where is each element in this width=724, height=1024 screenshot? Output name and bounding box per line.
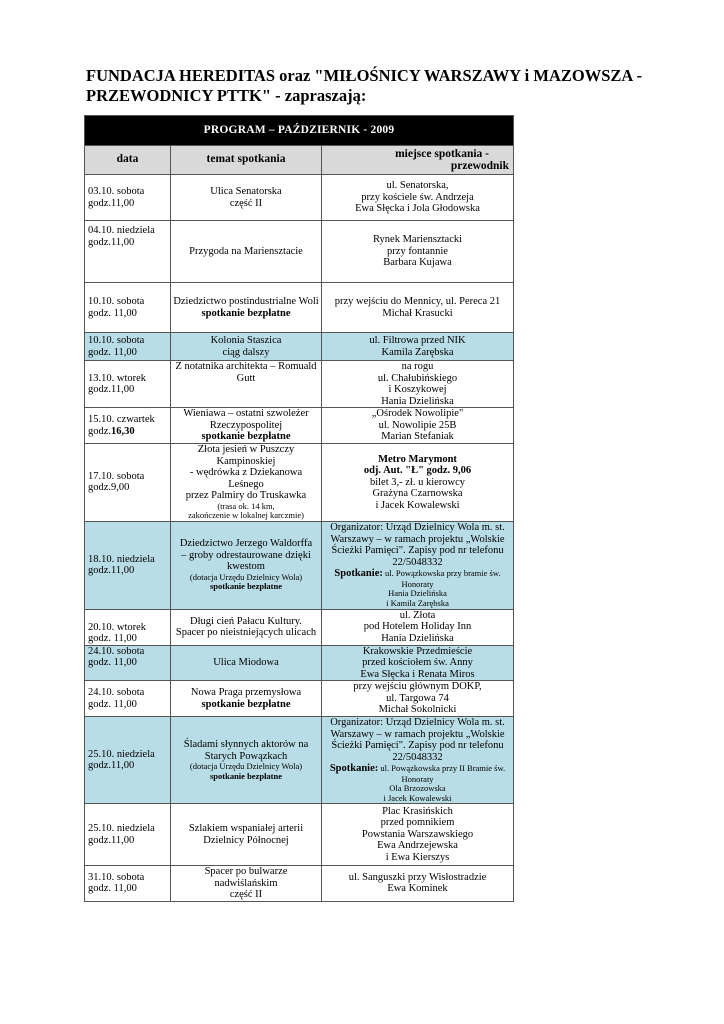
date-cell — [85, 521, 171, 609]
place-line: Ewa Kominek — [387, 883, 448, 895]
topic-cell — [171, 283, 322, 333]
date-time: godz.11,00 — [88, 197, 135, 209]
place-line: przy kościele św. Andrzeja — [361, 191, 474, 203]
topic-line: Spacer po bulwarze — [204, 866, 288, 877]
place-cell — [322, 866, 514, 902]
topic-cell — [171, 521, 322, 609]
date-cell — [85, 175, 171, 221]
topic-line: Gutt — [236, 372, 256, 384]
topic-line: kwestom — [227, 561, 265, 573]
place-cell — [322, 645, 514, 681]
date-cell — [85, 408, 171, 444]
place-line: ul. Senatorska, — [386, 180, 449, 192]
date-day: 20.10. wtorek — [88, 621, 147, 633]
place-note: Hania Dzielińska — [388, 588, 447, 598]
place-line: Ewa Słęcka i Renata Miros — [360, 668, 475, 680]
free-event-label: spotkanie bezpłatne — [209, 581, 283, 592]
place-line: Barbara Kujawa — [383, 257, 452, 269]
date-day: 03.10. sobota — [88, 186, 145, 197]
place-note: i Jacek Kowalewski — [383, 792, 452, 803]
date-cell — [85, 645, 171, 681]
date-time: godz. 11,00 — [88, 698, 137, 710]
meeting-label: Spotkanie: — [334, 568, 383, 579]
date-cell — [85, 444, 171, 522]
place-line: Michał Krasucki — [382, 307, 453, 319]
place-cell — [322, 361, 514, 408]
topic-note: zakończenie w lokalnej karczmie) — [188, 510, 304, 520]
meeting-point — [324, 763, 511, 775]
place-line: na rogu — [401, 361, 434, 372]
date-cell — [85, 221, 171, 283]
column-header-place-line-1: miejsce spotkania - — [395, 148, 490, 160]
place-line: ul. Sanguszki przy Wisłostradzie — [348, 871, 487, 883]
table-row — [85, 361, 514, 408]
place-cell — [322, 444, 514, 522]
topic-line: Rzeczypospolitej — [209, 419, 283, 431]
table-row — [85, 681, 514, 717]
place-line: ul. Nowolipie 25B — [378, 419, 457, 431]
topic-note: (dotacja Urzędu Dzielnicy Wola) — [189, 571, 303, 582]
place-line: i Koszykowej — [388, 384, 447, 395]
topic-line: Spacer po nieistniejących ulicach — [175, 627, 317, 638]
meeting-text: ul. Powązkowska przy bramie św. — [382, 568, 501, 578]
place-cell — [322, 521, 514, 609]
place-line: bilet 3,- zł. u kierowcy — [369, 476, 466, 488]
place-line: przy fontannie — [387, 245, 448, 257]
date-day: 10.10. sobota — [88, 296, 145, 307]
topic-cell — [171, 609, 322, 645]
place-line: Marian Stefaniak — [381, 431, 454, 443]
place-note: i Kamila Zarębska — [386, 597, 449, 608]
place-cell — [322, 221, 514, 283]
free-event-label: spotkanie bezpłatne — [209, 770, 283, 781]
date-day: 04.10. niedziela — [88, 225, 155, 236]
free-event-label: spotkanie bezpłatne — [201, 307, 291, 319]
topic-line: Nowa Praga przemysłowa — [190, 687, 302, 698]
meeting-label: Spotkanie: — [329, 763, 379, 774]
table-row — [85, 866, 514, 902]
free-event-label: spotkanie bezpłatne — [201, 431, 291, 443]
place-line: Grażyna Czarnowska — [372, 488, 463, 499]
program-title: PROGRAM – PAŹDZIERNIK - 2009 — [85, 116, 514, 146]
topic-line: Dzielnicy Północnej — [203, 834, 289, 846]
place-line: i Ewa Kierszys — [385, 851, 450, 863]
place-line: Ścieżki Pamięci". Zapisy pod nr telefonu — [331, 545, 504, 556]
place-line: Hania Dzielińska — [381, 632, 454, 644]
place-cell — [322, 408, 514, 444]
topic-note: (trasa ok. 14 km, — [217, 500, 275, 511]
date-time: godz.11,00 — [88, 236, 135, 248]
column-header-date: data — [85, 146, 171, 175]
place-line: Organizator: Urząd Dzielnicy Wola m. st. — [330, 522, 505, 533]
place-cell — [322, 175, 514, 221]
date-time-bold: 16,30 — [111, 425, 135, 437]
program-table — [84, 115, 514, 902]
date-day: 10.10. sobota — [88, 335, 145, 346]
topic-cell — [171, 804, 322, 866]
date-time: godz.9,00 — [88, 482, 130, 494]
place-cell — [322, 283, 514, 333]
topic-line: Kampinoskiej — [216, 455, 276, 467]
place-line: przy wejściu do Mennicy, ul. Pereca 21 — [334, 296, 501, 307]
place-line: i Jacek Kowalewski — [375, 499, 460, 511]
date-time-prefix: godz. — [88, 425, 112, 437]
topic-cell — [171, 645, 322, 681]
place-line: Hania Dzielińska — [381, 395, 454, 407]
page-heading — [86, 66, 646, 106]
place-line: Krakowskie Przedmieście — [362, 645, 473, 657]
place-line-bold: Metro Marymont — [378, 453, 457, 465]
topic-line: Dziedzictwo postindustrialne Woli — [173, 296, 319, 307]
topic-line: Starych Powązkach — [204, 750, 288, 762]
date-time: godz.11,00 — [88, 834, 135, 846]
date-cell — [85, 866, 171, 902]
date-day: 24.10. sobota — [88, 687, 145, 698]
table-row — [85, 333, 514, 361]
meeting-text: ul. Powązkowska przy II Bramie św. — [378, 763, 506, 773]
place-note: Ola Brzozowska — [389, 783, 446, 793]
place-note: Honoraty — [401, 578, 434, 589]
topic-note: (dotacja Urzędu Dzielnicy Wola) — [189, 761, 303, 771]
place-line: Ewa Słęcka i Jola Głodowska — [355, 203, 480, 215]
meeting-point — [324, 568, 511, 580]
table-row — [85, 408, 514, 444]
place-line: przy wejściu głównym DOKP, — [353, 681, 482, 693]
date-day: 17.10. sobota — [88, 470, 145, 482]
topic-cell — [171, 175, 322, 221]
place-cell — [322, 804, 514, 866]
place-line-bold: odj. Aut. "Ł" godz. 9,06 — [363, 465, 472, 476]
date-cell — [85, 681, 171, 717]
date-time: godz. 11,00 — [88, 346, 137, 358]
topic-line: Przygoda na Mariensztacie — [189, 245, 303, 257]
place-note: Honoraty — [401, 773, 434, 784]
table-row — [85, 283, 514, 333]
place-line: „Ośrodek Nowolipie" — [371, 408, 464, 420]
date-day: 31.10. sobota — [88, 871, 145, 883]
date-cell — [85, 717, 171, 804]
topic-line: Złota jesień w Puszczy — [197, 444, 295, 455]
topic-cell — [171, 408, 322, 444]
place-line: Warszawy – w ramach projektu „Wolskie — [330, 533, 505, 545]
place-line: 22/5048332 — [392, 751, 443, 763]
date-day: 13.10. wtorek — [88, 372, 147, 384]
topic-line: Śladami słynnych aktorów na — [183, 739, 309, 750]
topic-cell — [171, 717, 322, 804]
topic-cell — [171, 866, 322, 902]
date-cell — [85, 283, 171, 333]
table-row — [85, 804, 514, 866]
date-time: godz. 11,00 — [88, 633, 137, 644]
date-day: 25.10. niedziela — [88, 823, 155, 834]
topic-line: część II — [229, 889, 263, 900]
topic-line: część II — [229, 197, 263, 209]
place-cell — [322, 333, 514, 361]
column-header-topic: temat spotkania — [171, 146, 322, 175]
date-day: 25.10. niedziela — [88, 748, 155, 760]
column-header-place — [322, 146, 514, 175]
place-line: Ewa Andrzejewska — [377, 840, 458, 852]
date-time: godz.11,00 — [88, 760, 135, 771]
table-row — [85, 609, 514, 645]
topic-line: Szlakiem wspaniałej arterii — [188, 823, 304, 834]
place-cell — [322, 609, 514, 645]
table-row — [85, 645, 514, 681]
place-cell — [322, 681, 514, 717]
date-cell — [85, 804, 171, 866]
place-line: pod Hotelem Holiday Inn — [363, 621, 472, 633]
free-event-label: spotkanie bezpłatne — [201, 698, 291, 710]
date-time: godz.11,00 — [88, 384, 135, 395]
table-row — [85, 717, 514, 804]
place-line: Michał Sokolnicki — [378, 704, 457, 716]
table-row — [85, 221, 514, 283]
place-line: ul. Filtrowa przed NIK — [369, 335, 466, 346]
place-line: Rynek Mariensztacki — [372, 234, 463, 246]
topic-line: Z notatnika architekta – Romuald — [175, 361, 317, 372]
table-row — [85, 175, 514, 221]
place-line: Ścieżki Pamięci". Zapisy pod nr telefonu — [331, 740, 504, 751]
topic-line: nadwiślańskim — [214, 877, 278, 889]
topic-line: Kolonia Staszica — [210, 335, 282, 346]
topic-line: Dziedzictwo Jerzego Waldorffa — [179, 538, 313, 550]
place-line: ul. Złota — [399, 609, 436, 621]
place-line: przed kościołem św. Anny — [362, 657, 473, 668]
date-day: 15.10. czwartek — [88, 414, 155, 425]
topic-cell — [171, 333, 322, 361]
date-day: 24.10. sobota — [88, 645, 145, 657]
date-cell — [85, 609, 171, 645]
date-cell — [85, 361, 171, 408]
date-time: godz. 11,00 — [88, 657, 137, 668]
date-time: godz. 11,00 — [88, 307, 137, 319]
place-line: Kamila Zarębska — [381, 346, 454, 358]
topic-cell — [171, 361, 322, 408]
table-row — [85, 444, 514, 522]
topic-cell — [171, 444, 322, 522]
place-line: Powstania Warszawskiego — [361, 828, 474, 840]
topic-line: Leśnego — [228, 478, 264, 490]
place-line: Warszawy – w ramach projektu „Wolskie — [330, 728, 505, 740]
place-line: przed pomnikiem — [380, 817, 455, 829]
topic-line: Ulica Senatorska — [210, 186, 282, 197]
heading-line-2: PRZEWODNICY PTTK" - zapraszają: — [86, 86, 367, 105]
place-line: ul. Targowa 74 — [386, 692, 449, 704]
topic-line: Wieniawa – ostatni szwoleżer — [183, 408, 309, 420]
date-cell — [85, 333, 171, 361]
topic-line: przez Palmiry do Truskawka — [185, 490, 307, 501]
place-line: ul. Chałubińskiego — [377, 372, 458, 384]
date-time: godz.11,00 — [88, 565, 135, 576]
place-line: Organizator: Urząd Dzielnicy Wola m. st. — [330, 717, 505, 728]
topic-cell — [171, 221, 322, 283]
place-line: Plac Krasińskich — [382, 805, 453, 817]
place-line: 22/5048332 — [392, 556, 443, 568]
place-cell — [322, 717, 514, 804]
topic-line: Długi cień Pałacu Kultury. — [190, 615, 302, 627]
date-time: godz. 11,00 — [88, 883, 137, 895]
topic-cell — [171, 681, 322, 717]
date-time — [88, 426, 168, 438]
column-header-place-line-2: przewodnik — [450, 160, 510, 172]
table-row — [85, 521, 514, 609]
topic-line: – groby odrestaurowane dzięki — [181, 549, 311, 561]
topic-line: ciąg dalszy — [222, 346, 270, 358]
heading-line-1: FUNDACJA HEREDITAS oraz "MIŁOŚNICY WARSZAWY i MAZOWSZA - — [86, 66, 643, 85]
topic-line: - wędrówka z Dziekanowa — [189, 467, 303, 478]
topic-line: Ulica Miodowa — [213, 657, 279, 668]
date-day: 18.10. niedziela — [88, 553, 155, 565]
